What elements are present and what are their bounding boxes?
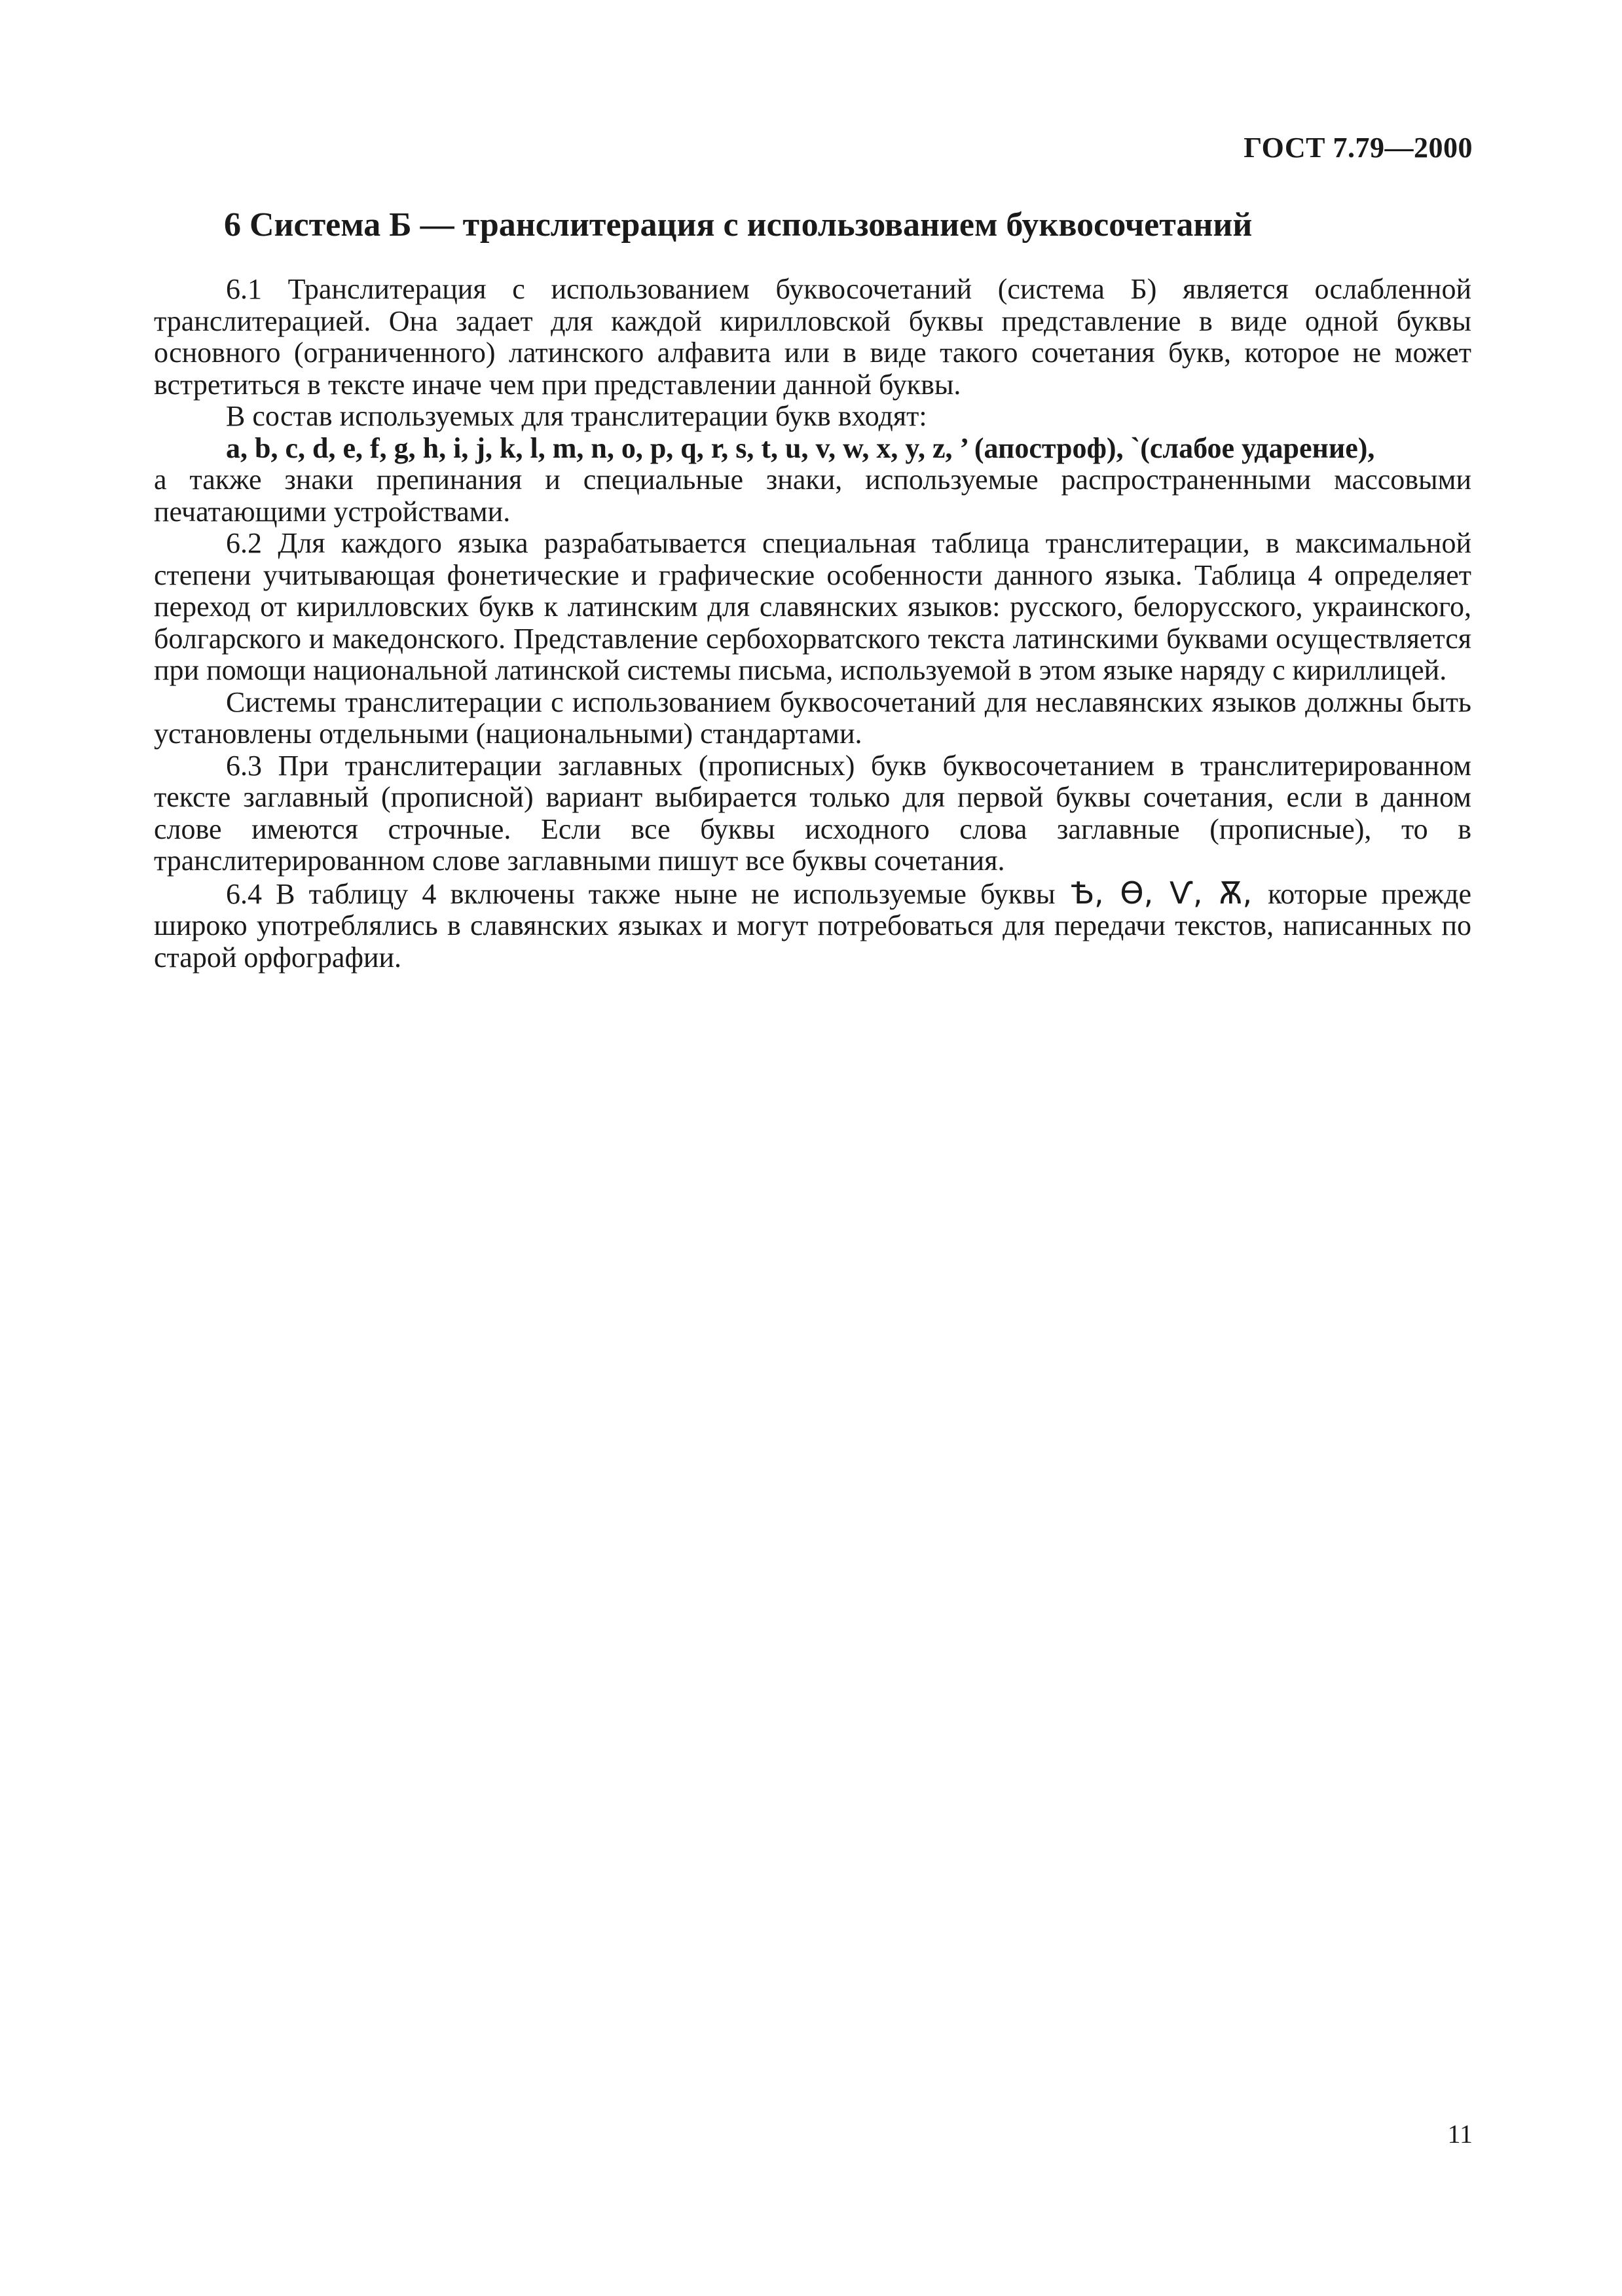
paragraph-6-2: 6.2 Для каждого языка разрабатывается специальная таблица транслитерации, в максимальной степени учитывающая фонетические и графические особенности данного языка. Таблица 4 определяет переход от кирилловских букв к латинским для славянских языков: русского, белорусского, украинского, болгарского и македонского. Представление сербохорватского текста латинскими буквами осуществляется при помощи национальной латинской системы письма, используемой в этом языке наряду с кириллицей.	[154, 527, 1471, 686]
paragraph-6-3: 6.3 При транслитерации заглавных (прописных) букв буквосочетанием в транслитерированном тексте заглавный (прописной) вариант выбирается только для первой буквы сочетания, если в данном слове имеются строчные. Если все буквы исходного слова заглавные (прописные), то в транслитерированном слове заглавными пишут все буквы сочетания.	[154, 749, 1471, 877]
section-body	[154, 274, 1471, 974]
paragraph-letters-intro: В состав используемых для транслитерации букв входят:	[226, 400, 927, 432]
paragraph-6-2-b: Системы транслитерации с использованием буквосочетаний для неславянских языков должны быть установлены отдельными (национальными) стандартами.	[154, 685, 1471, 750]
obsolete-letters: Ѣ, Ѳ, Ѵ, Ѫ,	[1071, 875, 1253, 911]
letters-continuation: а также знаки препинания и специальные знаки, используемые распространенными массовыми печатающими устройствами.	[154, 464, 1471, 528]
latin-letters-list: a, b, c, d, e, f, g, h, i, j, k, l, m, n, o, p, q, r, s, t, u, v, w, x, y, z, ’ (апостроф), `(слабое ударение),	[226, 431, 1375, 464]
paragraph-6-4	[154, 877, 1471, 974]
paragraph-6-1: 6.1 Транслитерация с использованием буквосочетаний (система Б) является ослабленной транслитерацией. Она задает для каждой кирилловской буквы представление в виде одной буквы основного (ограниченного) латинского алфавита или в виде такого сочетания букв, которое не может встретиться в тексте иначе чем при представлении данной буквы.	[154, 273, 1471, 401]
paragraph-6-4-end: которые прежде широко употреблялись в славянских языках и могут потребоваться для передачи текстов, написанных по старой орфографии.	[154, 877, 1471, 974]
standard-code: ГОСТ 7.79—2000	[1244, 132, 1473, 164]
section-title: 6 Система Б — транслитерация с использованием буквосочетаний	[224, 206, 1253, 244]
page-number: 11	[1447, 2119, 1473, 2149]
paragraph-6-4-start: 6.4 В таблицу 4 включены также ныне не используемые буквы	[226, 877, 1056, 910]
